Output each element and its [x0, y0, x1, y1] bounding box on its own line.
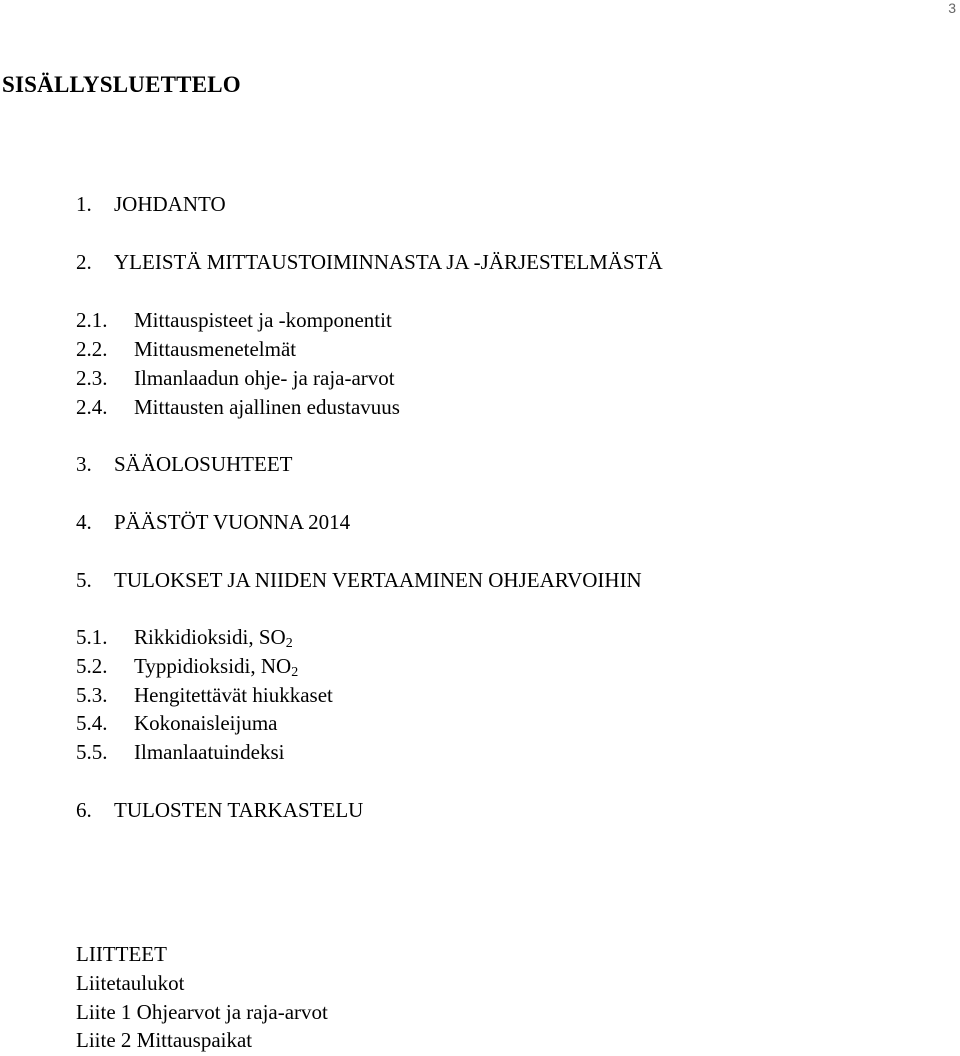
toc-entry-text: Mittausmenetelmät — [134, 337, 297, 361]
toc-entry-text: Mittauspisteet ja -komponentit — [134, 308, 392, 332]
page-number: 3 — [948, 0, 956, 16]
toc-entry-number: 4. — [76, 510, 92, 534]
toc-entry-ilmanlaatuindeksi — [76, 739, 284, 765]
toc-entry-ohje-raja-arvot — [76, 365, 395, 391]
toc-entry-text: Mittausten ajallinen edustavuus — [134, 395, 400, 419]
appendix-item: Liite 1 Ohjearvot ja raja-arvot — [76, 1000, 328, 1024]
toc-entry-text: JOHDANTO — [114, 192, 226, 216]
toc-entry-text: YLEISTÄ MITTAUSTOIMINNASTA JA -JÄRJESTELMÄSTÄ — [114, 250, 663, 274]
toc-title: SISÄLLYSLUETTELO — [2, 72, 241, 97]
toc-entry-number: 2.2. — [76, 337, 108, 361]
toc-entry-mittauspisteet — [76, 307, 392, 333]
toc-entry-number: 5. — [76, 568, 92, 592]
appendix-item: Liite 2 Mittauspaikat — [76, 1028, 253, 1052]
toc-entry-tulokset — [76, 567, 642, 593]
toc-entry-text: Kokonaisleijuma — [134, 711, 278, 735]
toc-entry-text: Hengitettävät hiukkaset — [134, 683, 333, 707]
toc-entry-number: 1. — [76, 192, 92, 216]
toc-entry-text: SÄÄOLOSUHTEET — [114, 452, 293, 476]
appendices-heading: LIITTEET — [76, 942, 167, 966]
appendix-item: Liitetaulukot — [76, 971, 185, 995]
toc-entry-hiukkaset — [76, 682, 333, 708]
toc-entry-number: 3. — [76, 452, 92, 476]
toc-entry-kokonaisleijuma — [76, 710, 277, 736]
toc-entry-text: Rikkidioksidi, SO — [134, 625, 286, 649]
toc-entry-number: 5.4. — [76, 711, 108, 735]
toc-entry-number: 5.1. — [76, 625, 108, 649]
toc-entry-number: 5.3. — [76, 683, 108, 707]
toc-entry-number: 2.3. — [76, 366, 108, 390]
toc-entry-yleista — [76, 249, 663, 275]
toc-entry-number: 5.5. — [76, 740, 108, 764]
toc-entry-text: TULOKSET JA NIIDEN VERTAAMINEN OHJEARVOIHIN — [114, 568, 642, 592]
toc-entry-edustavuus — [76, 394, 400, 420]
toc-entry-number: 6. — [76, 798, 92, 822]
toc-entry-mittausmenetelmat — [76, 336, 296, 362]
toc-entry-tarkastelu — [76, 797, 363, 823]
toc-entry-saaolosuhteet — [76, 451, 293, 477]
toc-entry-number: 5.2. — [76, 654, 108, 678]
toc-entry-text: Typpidioksidi, NO — [134, 654, 292, 678]
toc-entry-text: Ilmanlaadun ohje- ja raja-arvot — [134, 366, 395, 390]
toc-entry-subscript: 2 — [291, 665, 299, 680]
toc-entry-subscript: 2 — [285, 636, 293, 651]
toc-entry-text: Ilmanlaatuindeksi — [134, 740, 285, 764]
toc-entry-number: 2.4. — [76, 395, 108, 419]
toc-entry-johdanto — [76, 191, 226, 217]
toc-entry-paastot — [76, 509, 350, 535]
toc-entry-text: PÄÄSTÖT VUONNA 2014 — [114, 510, 351, 534]
toc-entry-text: TULOSTEN TARKASTELU — [114, 798, 364, 822]
toc-entry-number: 2.1. — [76, 308, 108, 332]
toc-entry-number: 2. — [76, 250, 92, 274]
